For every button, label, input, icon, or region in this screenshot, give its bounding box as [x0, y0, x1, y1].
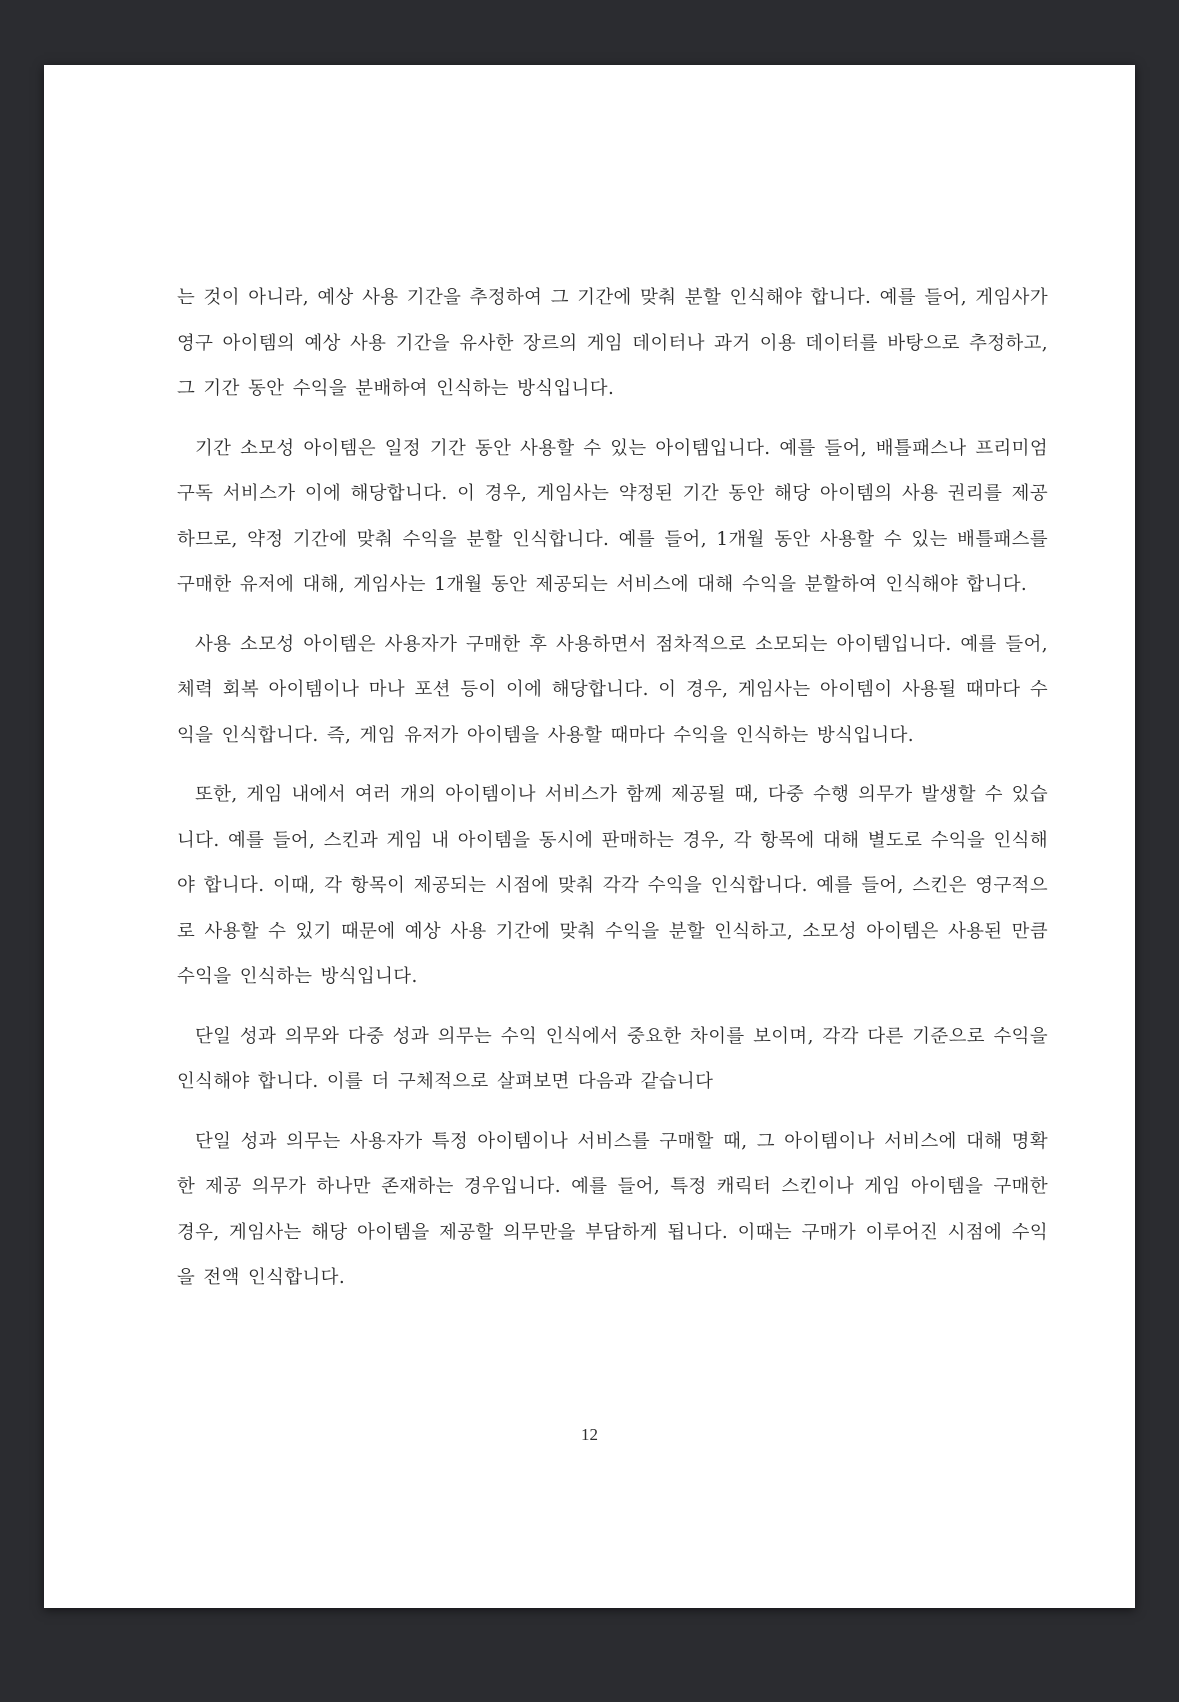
paragraph-usage-consumable: 사용 소모성 아이템은 사용자가 구매한 후 사용하면서 점차적으로 소모되는 아이템입니다. 예를 들어, 체력 회복 아이템이나 마나 포션 등이 이에 해당합니다. 이 경우, 게임사는 아이템이 사용될 때마다 수익을 인식합니다. 즉, 게임 유저가 아이템을 사용할 때마다 수익을 인식하는 방식입니다.	[177, 633, 1048, 746]
page-number: 12	[581, 1425, 598, 1444]
paragraph-period-consumable: 기간 소모성 아이템은 일정 기간 동안 사용할 수 있는 아이템입니다. 예를 들어, 배틀패스나 프리미엄 구독 서비스가 이에 해당합니다. 이 경우, 게임사는 약정된 기간 동안 해당 아이템의 사용 권리를 제공하므로, 약정 기간에 맞춰 수익을 분할 인식합니다. 예를 들어, 1개월 동안 사용할 수 있는 배틀패스를 구매한 유저에 대해, 게임사는 1개월 동안 제공되는 서비스에 대해 수익을 분할하여 인식해야 합니다.	[177, 437, 1048, 595]
paragraph-single-vs-multiple: 단일 성과 의무와 다중 성과 의무는 수익 인식에서 중요한 차이를 보이며, 각각 다른 기준으로 수익을 인식해야 합니다. 이를 더 구체적으로 살펴보면 다음과 같습니다	[177, 1025, 1048, 1092]
paragraph-single-obligation: 단일 성과 의무는 사용자가 특정 아이템이나 서비스를 구매할 때, 그 아이템이나 서비스에 대해 명확한 제공 의무가 하나만 존재하는 경우입니다. 예를 들어, 특정 캐릭터 스킨이나 게임 아이템을 구매한 경우, 게임사는 해당 아이템을 제공할 의무만을 부담하게 됩니다. 이때는 구매가 이루어진 시점에 수익을 전액 인식합니다.	[177, 1130, 1048, 1288]
paragraph-multiple-obligations: 또한, 게임 내에서 여러 개의 아이템이나 서비스가 함께 제공될 때, 다중 수행 의무가 발생할 수 있습니다. 예를 들어, 스킨과 게임 내 아이템을 동시에 판매하는 경우, 각 항목에 대해 별도로 수익을 인식해야 합니다. 이때, 각 항목이 제공되는 시점에 맞춰 각각 수익을 인식합니다. 예를 들어, 스킨은 영구적으로 사용할 수 있기 때문에 예상 사용 기간에 맞춰 수익을 분할 인식하고, 소모성 아이템은 사용된 만큼 수익을 인식하는 방식입니다.	[177, 784, 1048, 987]
document-page	[44, 65, 1135, 1608]
paragraph-continuation: 는 것이 아니라, 예상 사용 기간을 추정하여 그 기간에 맞춰 분할 인식해야 합니다. 예를 들어, 게임사가 영구 아이템의 예상 사용 기간을 유사한 장르의 게임 데이터나 과거 이용 데이터를 바탕으로 추정하고, 그 기간 동안 수익을 분배하여 인식하는 방식입니다.	[177, 287, 1048, 399]
page-content	[177, 275, 1048, 1315]
